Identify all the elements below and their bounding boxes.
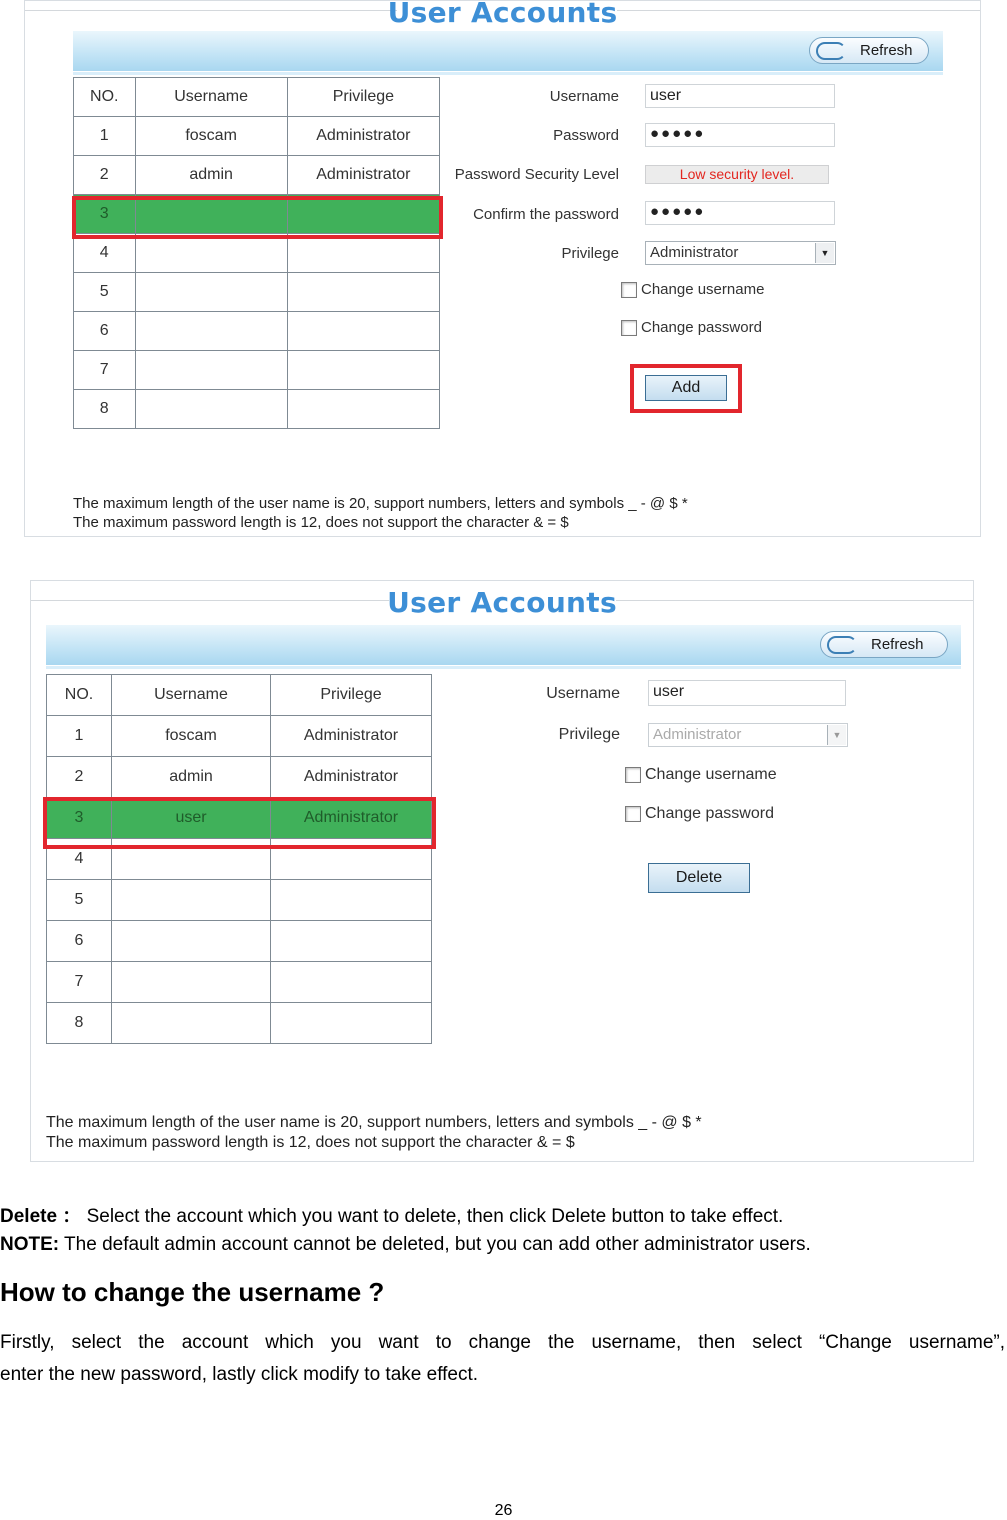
table-cell: Administrator [271,757,432,798]
table-cell: 7 [74,351,136,390]
username-rule-note: The maximum length of the user name is 20, support numbers, letters and symbols _ - @ $ * [73,495,688,512]
table-cell [135,351,287,390]
change-password-option[interactable] [621,319,762,336]
column-header: NO. [47,675,112,716]
table-cell: 3 [47,798,112,839]
table-cell [287,273,439,312]
change-password-checkbox[interactable] [625,806,641,822]
table-cell [112,1003,271,1044]
table-cell: admin [112,757,271,798]
toolbar [46,625,961,665]
table-cell: 8 [74,390,136,429]
column-header: NO. [74,78,136,117]
table-row[interactable] [47,962,432,1003]
table-cell: Administrator [271,716,432,757]
table-cell [271,962,432,1003]
table-cell [135,390,287,429]
delete-button[interactable]: Delete [648,863,750,893]
privilege-value: Administrator [650,244,739,261]
delete-description [0,1201,783,1228]
table-cell [287,390,439,429]
section-heading: How to change the username ? [0,1277,385,1307]
table-row[interactable] [74,117,440,156]
add-button[interactable]: Add [645,375,727,401]
table-cell: admin [135,156,287,195]
table-cell: Administrator [287,117,439,156]
table-cell [287,351,439,390]
privilege-select [648,723,848,747]
screenshot-user-accounts-add [24,0,981,537]
page-title: User Accounts [387,586,617,619]
table-cell: Administrator [287,156,439,195]
change-username-option[interactable] [621,281,764,298]
change-username-checkbox[interactable] [625,767,641,783]
table-row[interactable] [74,390,440,429]
table-cell: 2 [74,156,136,195]
page-title: User Accounts [387,0,618,29]
username-input[interactable]: user [645,84,835,108]
refresh-icon [816,42,846,60]
table-row[interactable] [74,234,440,273]
user-table [46,674,432,1044]
table-row[interactable] [47,757,432,798]
highlight-box-row-3 [72,196,443,239]
instruction-line-2: enter the new password, lastly click modify to take effect. [0,1364,479,1385]
table-row[interactable] [74,273,440,312]
table-row[interactable] [47,921,432,962]
privilege-select[interactable] [645,241,836,265]
privilege-label: Privilege [558,726,620,743]
instruction-line-1: Firstly, select the account which you want to change the username, then select “Change username”, [0,1332,1005,1353]
table-cell: Administrator [271,798,432,839]
table-row[interactable] [74,351,440,390]
admin-note [0,1234,811,1256]
username-rule-note: The maximum length of the user name is 20, support numbers, letters and symbols _ - @ $ * [46,1114,702,1131]
change-password-option[interactable] [625,805,774,823]
refresh-icon [827,636,857,654]
table-cell: 2 [47,757,112,798]
table-row[interactable] [74,312,440,351]
note-text: The default admin account cannot be deleted, but you can add other administrator users. [59,1234,811,1255]
refresh-button[interactable] [820,631,948,658]
password-label: Password [553,127,619,144]
table-cell: foscam [112,716,271,757]
table-row[interactable] [47,1003,432,1044]
table-cell: 1 [47,716,112,757]
username-label: Username [546,685,620,702]
highlight-box-row-3 [43,797,436,849]
privilege-value: Administrator [653,726,742,743]
highlight-box-add [630,364,742,413]
table-cell [135,273,287,312]
change-password-checkbox[interactable] [621,320,637,336]
table-cell: 3 [74,195,136,234]
note-term: NOTE: [0,1234,60,1255]
table-cell: 5 [74,273,136,312]
change-username-label: Change username [645,766,777,783]
change-username-checkbox[interactable] [621,282,637,298]
toolbar [73,31,943,71]
table-cell [271,921,432,962]
table-cell: 4 [74,234,136,273]
table-cell: 8 [47,1003,112,1044]
table-cell [135,312,287,351]
table-cell: 7 [47,962,112,1003]
column-header: Username [135,78,287,117]
table-row[interactable] [47,716,432,757]
table-cell [271,1003,432,1044]
table-cell: user [112,798,271,839]
table-cell [135,234,287,273]
refresh-label: Refresh [871,636,924,653]
table-cell: 5 [47,880,112,921]
table-cell [112,962,271,1003]
column-header: Privilege [271,675,432,716]
table-header-row [74,78,440,117]
confirm-password-label: Confirm the password [473,206,619,223]
table-cell: 4 [47,839,112,880]
password-rule-note: The maximum password length is 12, does not support the character & = $ [46,1134,575,1151]
table-cell [287,312,439,351]
security-level-label: Password Security Level [454,166,619,183]
table-row[interactable] [47,880,432,921]
user-table [73,77,440,429]
change-username-option[interactable] [625,766,777,784]
table-cell: foscam [135,117,287,156]
password-input[interactable]: ●●●●● [645,123,835,147]
chevron-down-icon[interactable]: ▼ [815,243,834,263]
change-password-label: Change password [645,805,774,822]
password-rule-note: The maximum password length is 12, does not support the character & = $ [73,514,569,531]
table-cell: 6 [47,921,112,962]
delete-term: Delete ： [0,1206,82,1227]
table-cell [271,880,432,921]
page-number: 26 [494,1502,513,1519]
username-input[interactable]: user [648,680,846,706]
screenshot-user-accounts-delete [30,580,974,1162]
table-cell [287,234,439,273]
change-username-label: Change username [641,281,765,298]
security-level-indicator: Low security level. [645,165,829,184]
table-cell [112,880,271,921]
column-header: Username [112,675,271,716]
delete-text: Select the account which you want to delete, then click Delete button to take effect. [86,1206,784,1227]
column-header: Privilege [287,78,439,117]
table-cell [112,921,271,962]
change-password-label: Change password [641,319,762,336]
privilege-label: Privilege [561,245,619,262]
table-row[interactable] [74,156,440,195]
refresh-button[interactable] [809,37,929,64]
username-label: Username [549,88,619,105]
table-cell: 1 [74,117,136,156]
chevron-down-icon: ▼ [827,725,846,745]
confirm-password-input[interactable]: ●●●●● [645,201,835,225]
refresh-label: Refresh [860,42,913,59]
table-header-row [47,675,432,716]
table-cell: 6 [74,312,136,351]
